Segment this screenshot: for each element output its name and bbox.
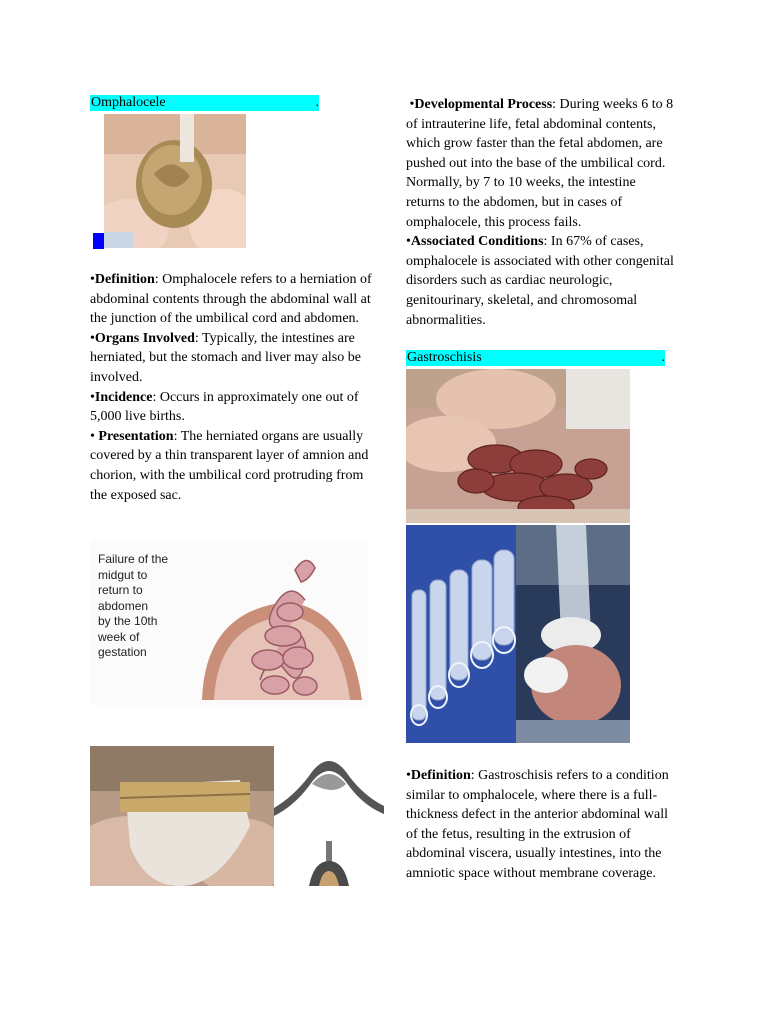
gastroschisis-photo: [406, 369, 630, 523]
list-item: •Incidence: Occurs in approximately one out of 5,000 live births.: [90, 389, 359, 425]
gastroschisis-heading-trail: .: [661, 350, 665, 365]
description: : The herniated organs are usually covered by a thin transparent layer of amnion and chorion, with the umbilical cord protruding from the exposed sac.: [90, 428, 369, 503]
term: Definition: [410, 768, 471, 783]
description: : Occurs in approximately one out of 5,000 live births.: [90, 389, 359, 425]
term: Presentation: [94, 428, 174, 444]
description: : During weeks 6 to 8 of intrauterine life, fetal abdominal contents, which grow faster than the fetal abdomen, are pushed out into the base of the umbilical cord. Normally, by 7 to 10 weeks, the intestine returns to the abdomen, but in cases of omphalocele, this process fails.: [406, 97, 674, 230]
list-item: •Organs Involved: Typically, the intestines are herniated, but the stomach and liver may also be involved.: [90, 330, 361, 385]
list-item: • Presentation: The herniated organs are usually covered by a thin transparent layer of amnion and chorion, with the umbilical cord protruding from the exposed sac.: [90, 428, 369, 503]
blue-marker: [93, 233, 104, 249]
midgut-diagram: [90, 540, 368, 705]
description: : Gastroschisis refers to a condition similar to omphalocele, where there is a full-thickness defect in the anterior abdominal wall of the fetus, resulting in the extrusion of abdominal viscera, usually intestines, into the amniotic space without membrane coverage.: [406, 768, 669, 881]
term: Associated Conditions: [410, 234, 544, 250]
omphalocele-heading-trail: .: [315, 95, 319, 110]
term: Incidence: [94, 389, 153, 405]
developmental-text: [406, 95, 678, 330]
gastroschisis-heading-text: Gastroschisis: [407, 350, 482, 365]
silo-bags-photo: [406, 525, 516, 743]
gastroschisis-text: [406, 766, 678, 884]
omphalocele-photo: [104, 114, 246, 248]
gastroschisis-heading: [406, 350, 665, 366]
description: : Typically, the intestines are herniated, but the stomach and liver may also be involved.: [90, 330, 361, 385]
description: : In 67% of cases, omphalocele is associated with other congenital disorders such as cardiac neurologic, genitourinary, skeletal, and chromosomal abnormalities.: [406, 234, 674, 328]
term: Definition: [94, 272, 155, 287]
description: : Omphalocele refers to a herniation of abdominal contents through the abdominal wall at the junction of the umbilical cord and abdomen.: [90, 272, 372, 327]
sac-diagram: [274, 746, 384, 886]
list-item: •Associated Conditions: In 67% of cases, omphalocele is associated with other congenital disorders such as cardiac neurologic, genitourinary, skeletal, and chromosomal abnormalities.: [406, 234, 674, 328]
term: Organs Involved: [94, 330, 195, 346]
term: Developmental Process: [414, 97, 553, 112]
list-item: •Definition: Omphalocele refers to a herniation of abdominal contents through the abdominal wall at the junction of the umbilical cord and abdomen.: [90, 272, 372, 327]
omphalocele-heading-text: Omphalocele: [91, 95, 166, 110]
diagram-caption: Failure of the midgut to return to abdomen by the 10th week of gestation: [98, 552, 169, 659]
list-item: •Developmental Process: During weeks 6 to 8 of intrauterine life, fetal abdominal contents, which grow faster than the fetal abdomen, are pushed out into the base of the umbilical cord. Normally, by 7 to 10 weeks, the intestine returns to the abdomen, but in cases of omphalocele, this process fails.: [406, 97, 674, 230]
silo-photo: [90, 746, 274, 886]
omphalocele-text: [90, 270, 372, 505]
list-item: •Definition: Gastroschisis refers to a condition similar to omphalocele, where there is a full-thickness defect in the anterior abdominal wall of the fetus, resulting in the extrusion of abdominal viscera, usually intestines, into the amniotic space without membrane coverage.: [406, 768, 669, 881]
silo-infant-photo: [516, 525, 630, 743]
omphalocele-heading: [90, 95, 319, 111]
